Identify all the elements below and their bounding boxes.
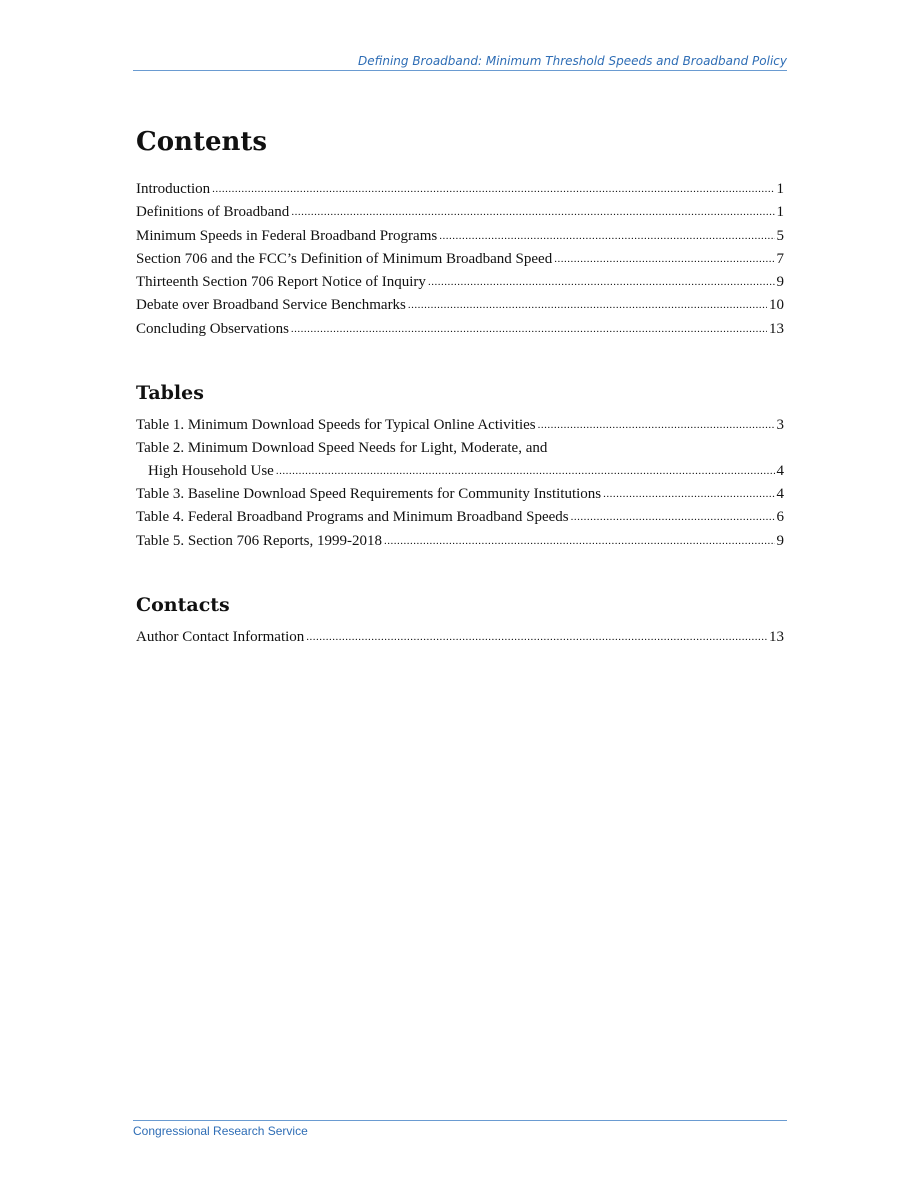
page-title: Contents — [136, 127, 268, 157]
toc-entry-debate[interactable] — [136, 294, 784, 317]
toc-entry-page: 10 — [769, 297, 784, 314]
toc-entry-label-line2: High Household Use — [148, 462, 274, 479]
toc-entry-concluding[interactable] — [136, 318, 784, 341]
toc-entry-label: Section 706 and the FCC’s Definition of Minimum Broadband Speed — [136, 250, 553, 267]
toc-entry-page: 6 — [776, 509, 784, 526]
dot-leader — [276, 460, 775, 482]
toc-entry-label: Table 3. Baseline Download Speed Requirements for Community Institutions — [136, 485, 602, 502]
contacts-heading: Contacts — [136, 593, 230, 616]
toc-entry-label: Introduction — [136, 181, 211, 197]
toc-entry-table-1[interactable] — [136, 414, 784, 437]
toc-entry-label: Table 5. Section 706 Reports, 1999-2018 — [136, 532, 382, 549]
dot-leader — [538, 414, 775, 436]
tables-heading: Tables — [136, 382, 204, 405]
dot-leader — [384, 530, 775, 552]
toc-entry-page: 13 — [769, 320, 784, 337]
contacts-list — [136, 626, 784, 649]
toc-entry-continuation — [136, 460, 784, 483]
toc-entry-label-line1: Table 2. Minimum Download Speed Needs for Light, Moderate, and — [136, 440, 548, 457]
toc-entry-section-706[interactable] — [136, 248, 784, 271]
toc-entry-table-2[interactable] — [136, 437, 784, 483]
dot-leader — [603, 483, 774, 505]
toc-entry-page: 1 — [776, 181, 784, 197]
dot-leader — [428, 271, 775, 293]
running-footer: Congressional Research Service — [133, 1120, 787, 1138]
toc-entry-introduction[interactable] — [136, 178, 784, 201]
toc-entry-page: 5 — [776, 227, 784, 244]
toc-entry-label: Table 1. Minimum Download Speeds for Typical Online Activities — [136, 417, 536, 434]
dot-leader — [212, 178, 774, 200]
tables-list — [136, 414, 784, 553]
toc-entry-page: 4 — [776, 462, 784, 479]
toc-entry-page: 13 — [769, 628, 784, 645]
toc-entry-definitions[interactable] — [136, 201, 784, 224]
running-header: Defining Broadband: Minimum Threshold Speeds and Broadband Policy — [133, 54, 787, 71]
dot-leader — [291, 201, 774, 223]
dot-leader — [408, 294, 767, 316]
toc-entry-page: 4 — [776, 485, 784, 502]
toc-entry-label: Definitions of Broadband — [136, 204, 290, 221]
toc-entry-table-4[interactable] — [136, 506, 784, 529]
toc-entry-page: 7 — [776, 250, 784, 267]
contents-list — [136, 178, 784, 341]
toc-entry-label: Author Contact Information — [136, 628, 305, 645]
dot-leader — [306, 626, 767, 648]
toc-entry-label: Table 4. Federal Broadband Programs and Minimum Broadband Speeds — [136, 509, 569, 526]
toc-entry-label: Debate over Broadband Service Benchmarks — [136, 297, 406, 314]
dot-leader — [291, 318, 767, 340]
toc-entry-page: 3 — [776, 417, 784, 434]
toc-entry-thirteenth-report[interactable] — [136, 271, 784, 294]
dot-leader — [439, 225, 774, 247]
contacts-section — [136, 593, 784, 649]
toc-entry-table-5[interactable] — [136, 530, 784, 553]
toc-entry-page: 9 — [776, 274, 784, 291]
toc-entry-page: 1 — [776, 204, 784, 221]
table-of-contents — [136, 125, 784, 649]
toc-entry-label: Minimum Speeds in Federal Broadband Programs — [136, 227, 438, 244]
tables-section — [136, 381, 784, 553]
toc-entry-page: 9 — [776, 532, 784, 549]
dot-leader — [571, 506, 775, 528]
contents-section — [136, 125, 784, 341]
toc-entry-author-contact[interactable] — [136, 626, 784, 649]
toc-entry-minimum-speeds[interactable] — [136, 225, 784, 248]
dot-leader — [554, 248, 774, 270]
toc-entry-table-3[interactable] — [136, 483, 784, 506]
toc-entry-label: Thirteenth Section 706 Report Notice of Inquiry — [136, 274, 426, 291]
toc-entry-label: Concluding Observations — [136, 320, 289, 337]
